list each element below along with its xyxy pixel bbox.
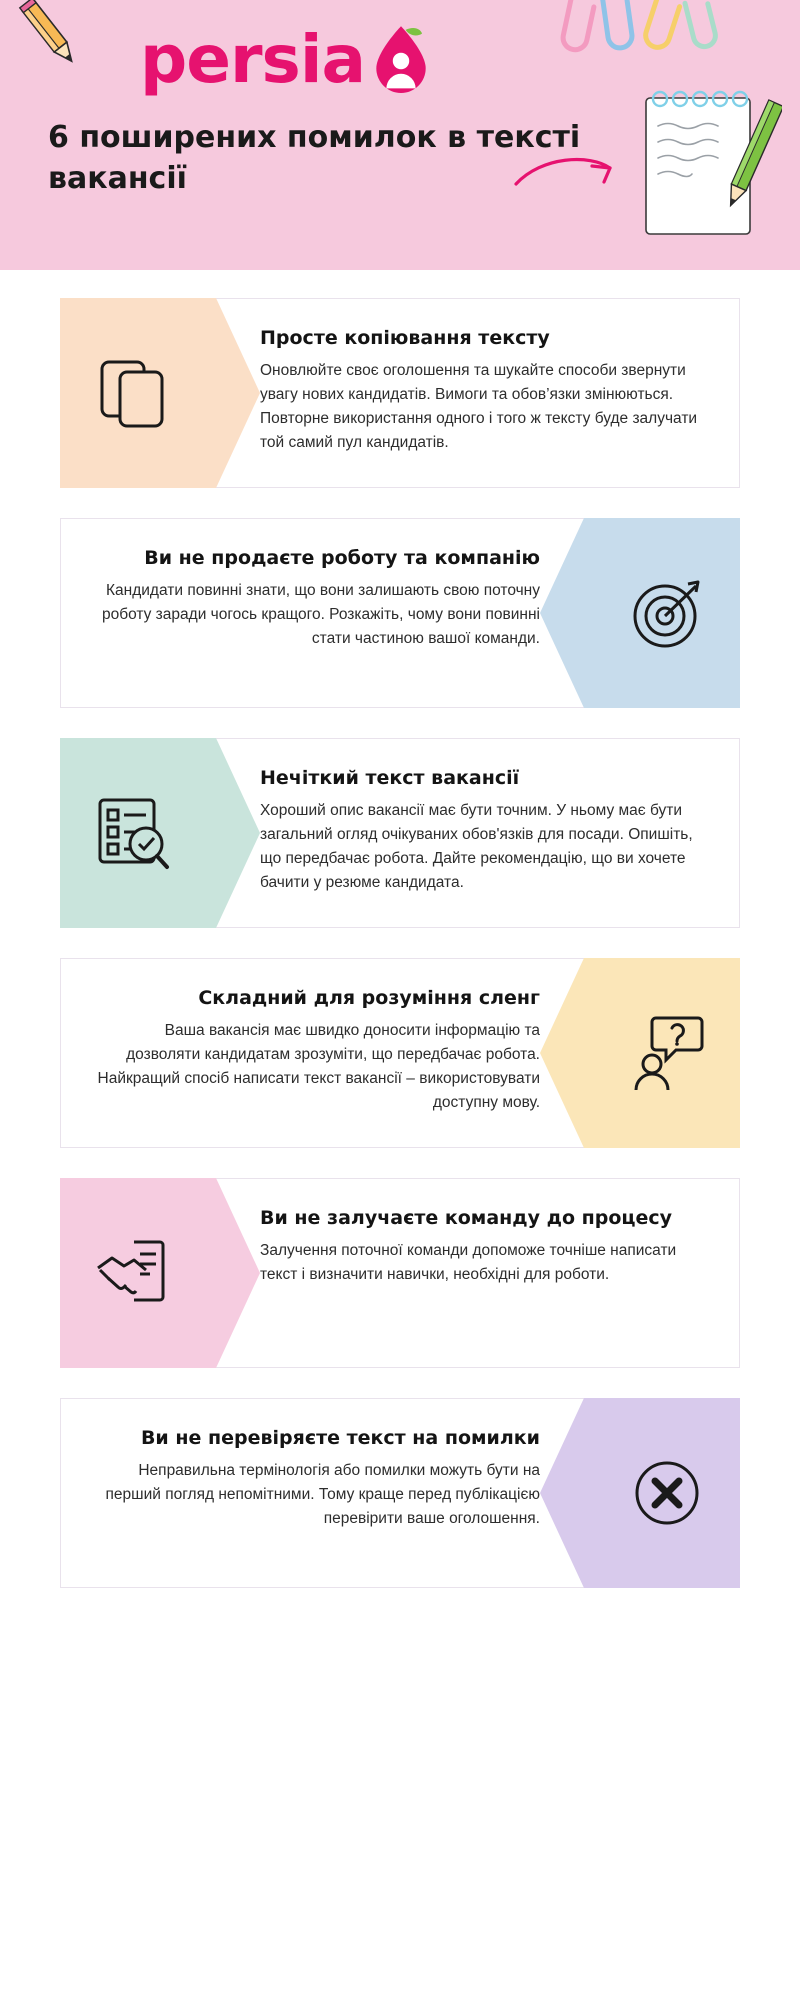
header-banner: [0, 0, 800, 270]
card-title: Ви не перевіряєте текст на помилки: [140, 1427, 540, 1449]
card-text: Оновлюйте своє оголошення та шукайте способи звернути увагу нових кандидатів. Вимоги та обов’язки змінюються. Повторне використання одного і того ж тексту буде залучати той самий пул кандидатів.: [260, 361, 698, 451]
card-content: [88, 1426, 540, 1566]
card-content: [88, 986, 540, 1126]
pencil-icon: [8, 0, 98, 84]
list-item: [60, 298, 740, 488]
card-title: Просте копіювання тексту: [260, 327, 550, 349]
brand-logo: [140, 22, 433, 98]
list-item: [60, 1398, 740, 1588]
person-question-bubble-icon: [628, 1014, 706, 1092]
card-title: Ви не продаєте роботу та компанію: [144, 547, 540, 569]
card-title: Ви не залучаєте команду до процесу: [260, 1207, 673, 1229]
curved-arrow-icon: [512, 150, 622, 200]
card-title: Нечіткий текст вакансії: [260, 767, 520, 789]
card-content: [260, 326, 712, 466]
person-drop-logo-icon: [369, 24, 433, 98]
card-text: Кандидати повинні знати, що вони залишають свою поточну роботу заради чогось кращого. Розкажіть, чому вони повинні стати частиною вашої команди.: [101, 581, 540, 647]
card-text: Ваша вакансія має швидко доносити інформацію та дозволяти кандидатам зрозуміти, що передбачає робота. Найкращий спосіб написати текст вакансії – використовувати доступну мову.: [97, 1021, 540, 1111]
card-content: [260, 766, 712, 906]
page-title: 6 поширених помилок в тексті вакансії: [48, 120, 581, 196]
checklist-magnifier-icon: [94, 794, 172, 872]
target-dart-icon: [628, 574, 706, 652]
list-item: [60, 518, 740, 708]
list-item: [60, 1178, 740, 1368]
card-content: [88, 546, 540, 686]
card-text: Неправильна термінологія або помилки можуть бути на перший погляд непомітними. Тому краще перед публікацією перевірити ваше оголошення.: [105, 1461, 540, 1527]
mistakes-list: [0, 298, 800, 1638]
handshake-document-icon: [94, 1234, 172, 1312]
list-item: [60, 958, 740, 1148]
card-text: Залучення поточної команди допоможе точніше написати текст і визначити навички, необхідні для роботи.: [260, 1241, 677, 1283]
card-title: Складний для розуміння сленг: [198, 987, 540, 1009]
paperclips-icon: [550, 0, 730, 64]
notepad-icon: [632, 80, 782, 250]
x-circle-icon: [628, 1454, 706, 1532]
list-item: [60, 738, 740, 928]
copy-pages-icon: [94, 354, 172, 432]
logo-text: persia: [140, 21, 365, 98]
card-text: Хороший опис вакансії має бути точним. У ньому має бути загальний огляд очікуваних обов'язків для посади. Опишіть, що передбачає робота. Дайте рекомендацію, що ви хочете бачити у резюме кандидата.: [260, 801, 693, 891]
card-content: [260, 1206, 712, 1346]
